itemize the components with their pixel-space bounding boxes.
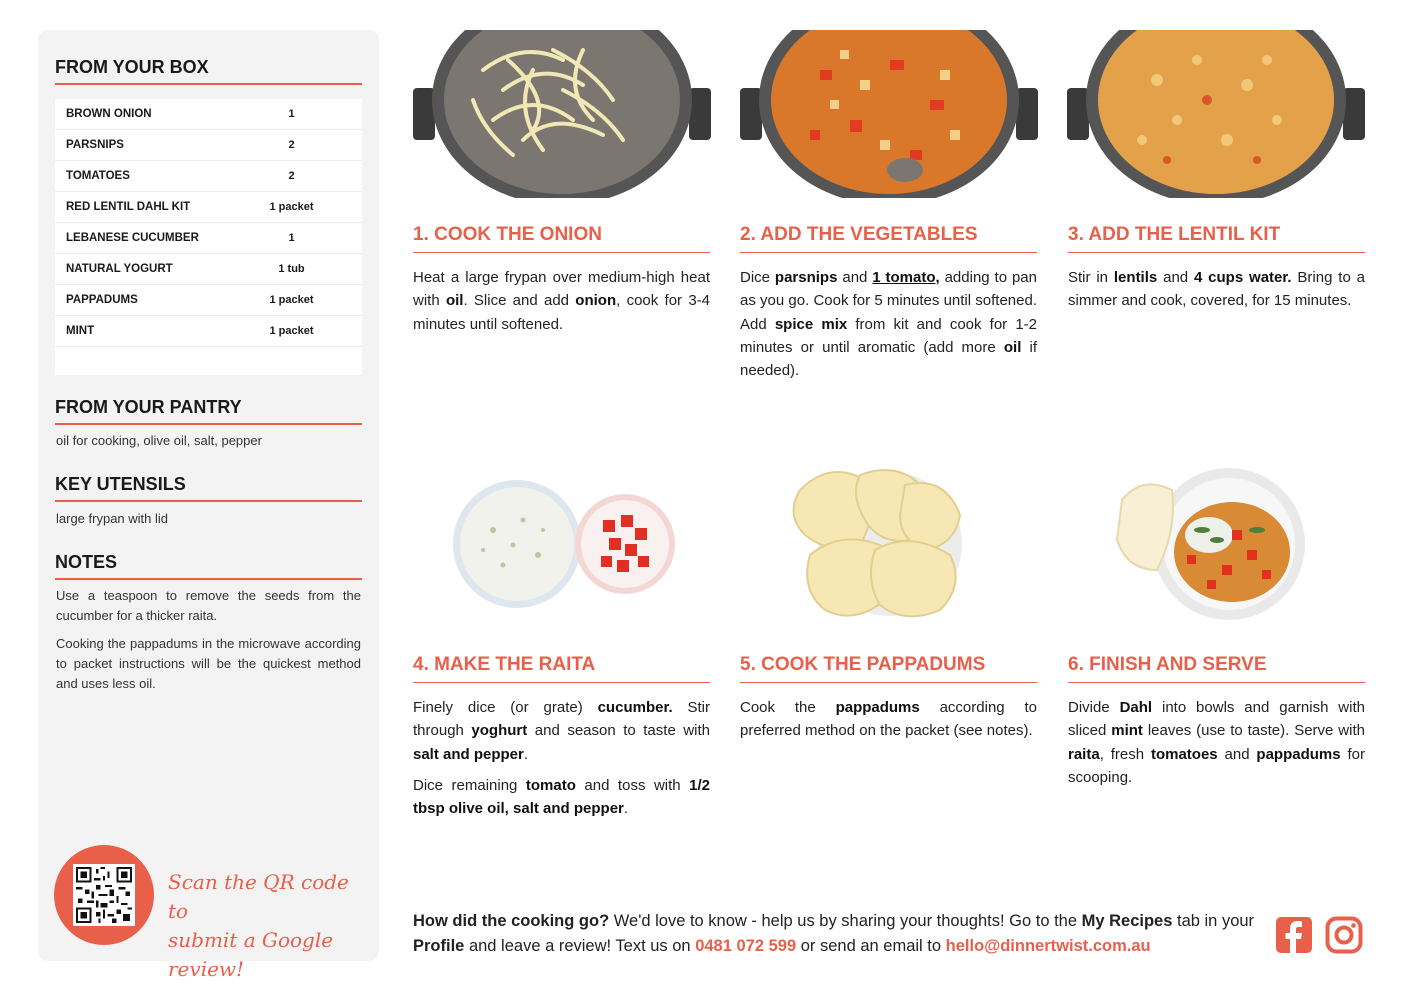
step-2-body: Dice parsnips and 1 tomato, adding to pan as you go. Cook for 5 minutes until softened. Add spice mix from kit and cook for 1-2 minutes or until aromatic (add more oil if needed). <box>740 269 1037 380</box>
ingredient-qty: 2 <box>288 139 295 151</box>
table-row <box>55 223 362 254</box>
pantry-heading: FROM YOUR PANTRY <box>55 397 362 425</box>
footer-question: How did the cooking go? <box>413 912 610 930</box>
lentils-pan-image <box>1067 30 1365 198</box>
ingredients-sidebar <box>38 30 379 981</box>
step-3-title: 3. ADD THE LENTIL KIT <box>1068 224 1365 253</box>
table-row <box>55 254 362 285</box>
qr-caption-line: Scan the QR code to <box>168 870 349 923</box>
pappadums-image <box>740 460 1038 628</box>
ingredient-name: TOMATOES <box>66 170 130 182</box>
step-6-title: 6. FINISH AND SERVE <box>1068 654 1365 683</box>
ingredient-qty: 1 packet <box>269 201 314 213</box>
table-row <box>55 192 362 223</box>
table-row <box>55 161 362 192</box>
step-6-body: Divide Dahl into bowls and garnish with sliced mint leaves (use to taste). Serve with raita, fresh tomatoes and pappadums for scooping. <box>1068 699 1365 786</box>
ingredient-name: RED LENTIL DAHL KIT <box>66 201 191 213</box>
utensils-text: large frypan with lid <box>56 511 168 526</box>
utensils-heading: KEY UTENSILS <box>55 474 362 502</box>
instagram-icon[interactable] <box>1325 916 1363 954</box>
ingredients-table <box>55 99 362 375</box>
vegetables-pan-image <box>740 30 1038 198</box>
my-recipes-link[interactable]: My Recipes <box>1081 912 1173 930</box>
ingredient-qty: 1 <box>288 232 295 244</box>
table-row <box>55 285 362 316</box>
table-row <box>55 316 362 347</box>
ingredient-qty: 1 packet <box>269 294 314 306</box>
profile-link[interactable]: Profile <box>413 937 465 955</box>
ingredient-name: BROWN ONION <box>66 108 152 120</box>
step-1-title: 1. COOK THE ONION <box>413 224 710 253</box>
note-paragraph: Use a teaspoon to remove the seeds from the cucumber for a thicker raita. <box>56 588 361 623</box>
phone-link[interactable]: 0481 072 599 <box>695 937 797 955</box>
table-row <box>55 99 362 130</box>
ingredient-name: NATURAL YOGURT <box>66 263 173 275</box>
from-your-box-heading: FROM YOUR BOX <box>55 57 362 85</box>
step-1-body: Heat a large frypan over medium-high heat with oil. Slice and add onion, cook for 3-4 minutes until softened. <box>413 269 710 333</box>
qr-caption-line: submit a Google review! <box>168 928 334 981</box>
note-paragraph: Cooking the pappadums in the microwave according to packet instructions will be the quickest method and uses less oil. <box>56 636 361 691</box>
ingredient-name: MINT <box>66 325 95 337</box>
step-5-body: Cook the pappadums according to preferred method on the packet (see notes). <box>740 699 1037 740</box>
step-2-title: 2. ADD THE VEGETABLES <box>740 224 1037 253</box>
finished-dahl-image <box>1067 460 1365 628</box>
email-link[interactable]: hello@dinnertwist.com.au <box>945 937 1151 955</box>
onion-pan-image <box>413 30 711 198</box>
feedback-footer: How did the cooking go? We'd love to know - help us by sharing your thoughts! Go to the My Recipes tab in your Profile and leave a review! Text us on 0481 072 599 or send an email to hello@dinnertwist.com.au <box>413 912 1255 955</box>
facebook-icon[interactable] <box>1275 916 1313 954</box>
ingredient-qty: 2 <box>288 170 295 182</box>
ingredient-name: PAPPADUMS <box>66 294 138 306</box>
ingredient-qty: 1 <box>288 108 295 120</box>
ingredient-qty: 1 packet <box>269 325 314 337</box>
step-4-body: Finely dice (or grate) cucumber. Stir through yoghurt and season to taste with salt and pepper. Dice remaining tomato and toss with 1/2 tbsp olive oil, salt and pepper. <box>413 699 711 818</box>
step-3-body: Stir in lentils and 4 cups water. Bring to a simmer and cook, covered, for 15 minutes. <box>1068 269 1366 310</box>
raita-bowls-image <box>413 460 711 628</box>
qr-caption <box>168 868 368 984</box>
step-5-title: 5. COOK THE PAPPADUMS <box>740 654 1037 683</box>
table-row <box>55 130 362 161</box>
step-4-title: 4. MAKE THE RAITA <box>413 654 710 683</box>
notes-text <box>56 586 361 702</box>
qr-badge <box>54 845 154 945</box>
pantry-text: oil for cooking, olive oil, salt, pepper <box>56 433 262 448</box>
ingredient-name: PARSNIPS <box>66 139 124 151</box>
qr-code-icon[interactable] <box>73 864 135 926</box>
ingredient-name: LEBANESE CUCUMBER <box>66 232 199 244</box>
notes-heading: NOTES <box>55 552 362 580</box>
ingredient-qty: 1 tub <box>278 263 305 275</box>
